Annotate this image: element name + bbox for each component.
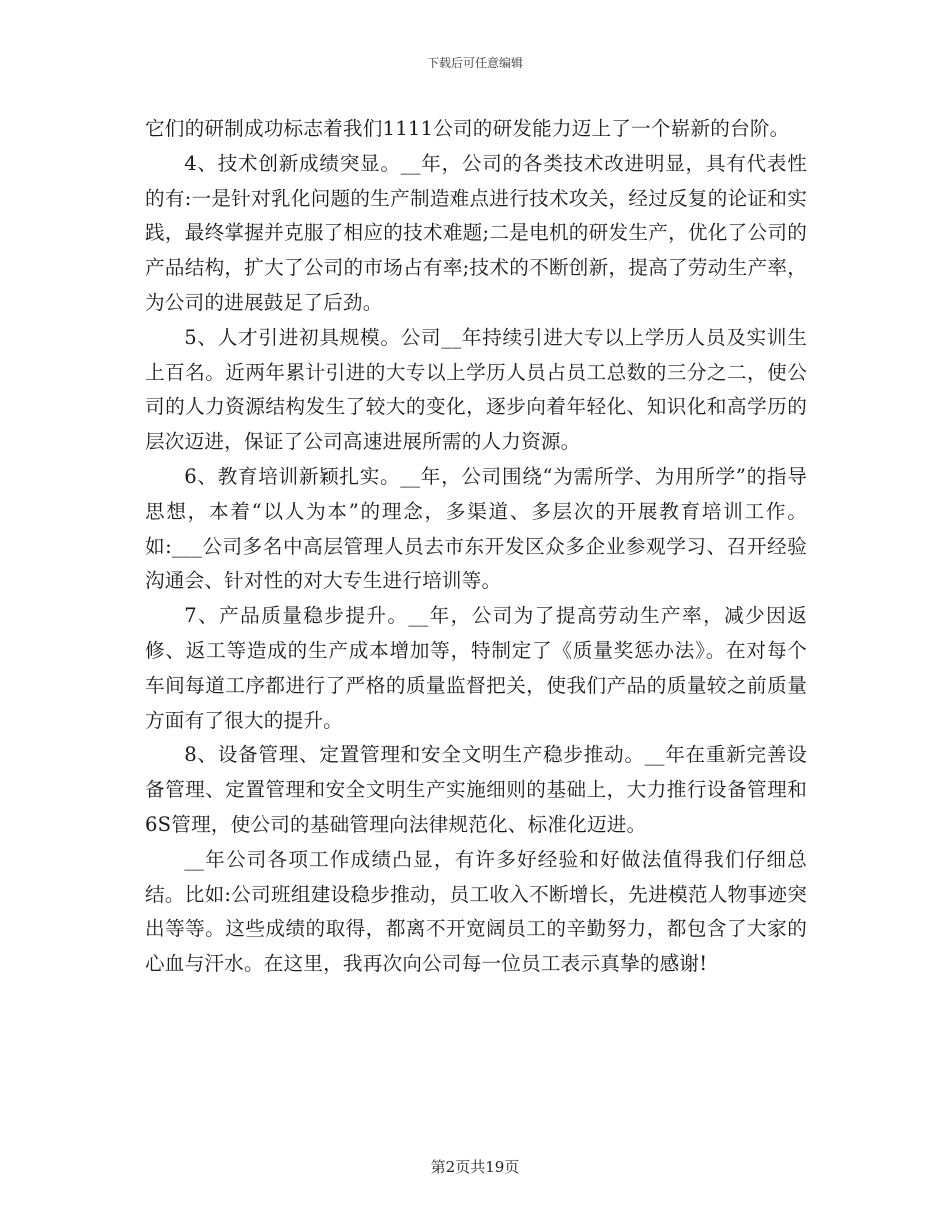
paragraph-equipment-management: 8、设备管理、定置管理和安全文明生产稳步推动。__年在重新完善设备管理、定置管理和安全文明生产实施细则的基础上，大力推行设备管理和6S管理，使公司的基础管理向法律规范化、标准化迈进。 <box>145 743 807 836</box>
page-number: 第2页共19页 <box>430 1158 520 1176</box>
paragraph-talent-recruitment: 5、人才引进初具规模。公司__年持续引进大专以上学历人员及实训生上百名。近两年累计引进的大专以上学历人员占员工总数的三分之二，使公司的人力资源结构发生了较大的变化，逐步向着年轻化、知识化和高学历的层次迈进，保证了公司高速进展所需的人力资源。 <box>145 325 807 454</box>
paragraph-education-training: 6、教育培训新颖扎实。__年，公司围绕“为需所学、为用所学”的指导思想，本着“以人为本”的理念，多渠道、多层次的开展教育培训工作。如:___公司多名中高层管理人员去市东开发区众多企业参观学习、召开经验沟通会、针对性的对大专生进行培训等。 <box>145 464 807 593</box>
paragraph-tech-innovation: 4、技术创新成绩突显。__年，公司的各类技术改进明显，具有代表性的有:一是针对乳化问题的生产制造难点进行技术攻关，经过反复的论证和实践，最终掌握并克服了相应的技术难题;二是电机的研发生产，优化了公司的产品结构，扩大了公司的市场占有率;技术的不断创新，提高了劳动生产率，为公司的进展鼓足了后劲。 <box>145 151 807 314</box>
page-header: 下载后可任意编辑 <box>426 56 523 70</box>
paragraph-summary: __年公司各项工作成绩凸显，有许多好经验和好做法值得我们仔细总结。比如:公司班组建设稳步推动，员工收入不断增长，先进模范人物事迹突出等等。这些成绩的取得，都离不开宽阔员工的辛勤努力，都包含了大家的心血与汗水。在这里，我再次向公司每一位员工表示真挚的感谢! <box>145 847 807 976</box>
paragraph-continuation: 它们的研制成功标志着我们1111公司的研发能力迈上了一个崭新的台阶。 <box>145 117 790 140</box>
paragraph-product-quality: 7、产品质量稳步提升。__年，公司为了提高劳动生产率，减少因返修、返工等造成的生产成本增加等，特制定了《质量奖惩办法》。在对每个车间每道工序都进行了严格的质量监督把关，使我们产品的质量较之前质量方面有了很大的提升。 <box>145 604 807 732</box>
document-body <box>145 112 807 982</box>
